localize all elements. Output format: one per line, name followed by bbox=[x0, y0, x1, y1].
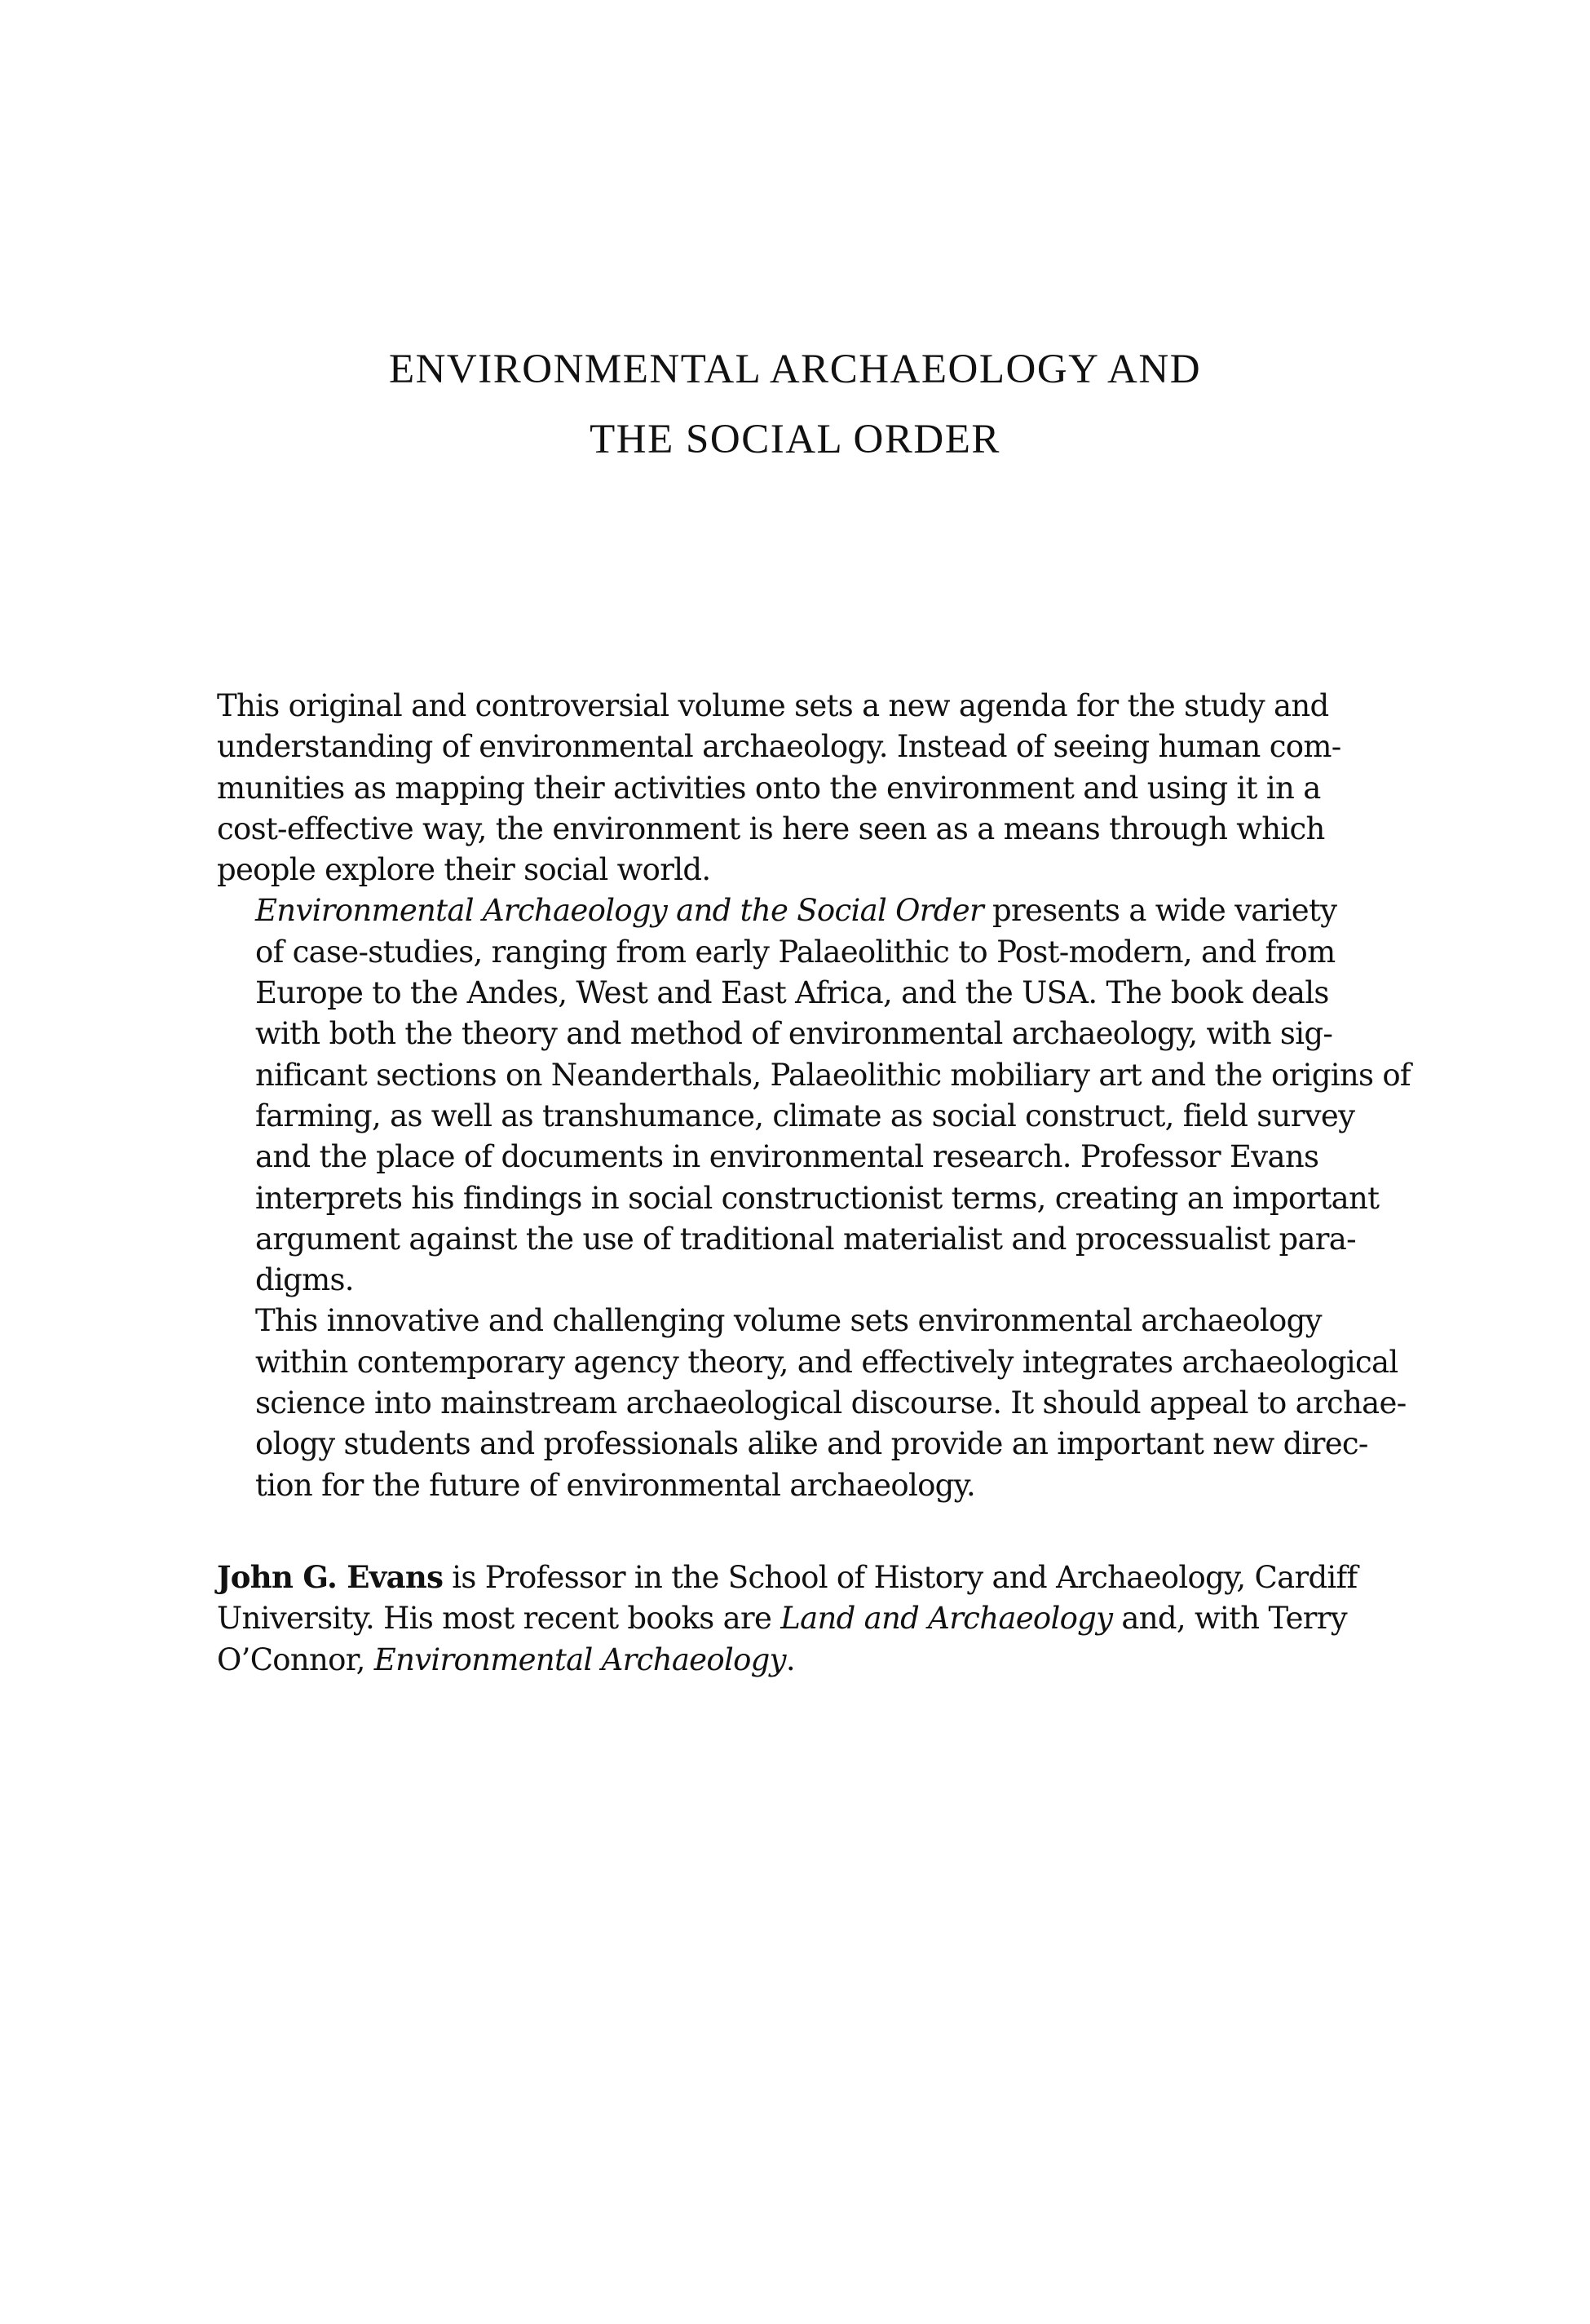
description-paragraph-3 bbox=[217, 1301, 1407, 1505]
text-line: interprets his findings in social constructionist terms, creating an important bbox=[255, 1180, 1380, 1216]
author-bio bbox=[217, 1557, 1358, 1681]
text-line bbox=[217, 1640, 1310, 1681]
text-line: ology students and professionals alike and provide an important new direc- bbox=[255, 1426, 1368, 1462]
text-line: farming, as well as transhumance, climate as social construct, field survey bbox=[255, 1098, 1355, 1133]
text-line: nificant sections on Neanderthals, Palaeolithic mobiliary art and the origins of bbox=[255, 1057, 1411, 1093]
description-paragraph-1 bbox=[217, 686, 1341, 890]
text-fragment: presents a wide variety bbox=[983, 893, 1337, 929]
text-line bbox=[217, 1557, 1358, 1598]
text-line: argument against the use of traditional materialist and processualist para- bbox=[255, 1221, 1356, 1257]
text-line: understanding of environmental archaeology. Instead of seeing human com- bbox=[217, 729, 1341, 765]
text-fragment: O’Connor, bbox=[217, 1641, 374, 1677]
title-line-2: THE SOCIAL ORDER bbox=[590, 417, 1000, 462]
text-fragment: is Professor in the School of History and Archaeology, Cardiff bbox=[443, 1560, 1358, 1595]
text-line bbox=[217, 890, 1337, 931]
text-line: tion for the future of environmental archaeology. bbox=[255, 1467, 976, 1503]
text-line: with both the theory and method of environmental archaeology, with sig- bbox=[255, 1016, 1333, 1052]
text-line: Europe to the Andes, West and East Africa, and the USA. The book deals bbox=[255, 975, 1329, 1011]
text-fragment: . bbox=[785, 1641, 795, 1677]
text-line: This original and controversial volume sets a new agenda for the study and bbox=[217, 688, 1329, 723]
text-line: and the place of documents in environmental research. Professor Evans bbox=[255, 1139, 1319, 1175]
text-line: within contemporary agency theory, and effectively integrates archaeological bbox=[255, 1344, 1398, 1380]
page-title bbox=[0, 334, 1590, 475]
text-line: digms. bbox=[255, 1262, 354, 1298]
text-line: people explore their social world. bbox=[217, 852, 711, 888]
text-line bbox=[217, 1598, 1347, 1639]
book-description bbox=[217, 686, 1411, 1506]
text-fragment: University. His most recent books are bbox=[217, 1601, 781, 1637]
title-line-1: ENVIRONMENTAL ARCHAEOLOGY AND bbox=[388, 347, 1202, 392]
text-line: munities as mapping their activities onto the environment and using it in a bbox=[217, 770, 1321, 806]
text-line: science into mainstream archaeological discourse. It should appeal to archae- bbox=[255, 1385, 1407, 1421]
text-line: cost-effective way, the environment is here seen as a means through which bbox=[217, 811, 1325, 846]
text-fragment: and, with Terry bbox=[1112, 1601, 1347, 1637]
text-line: of case-studies, ranging from early Palaeolithic to Post-modern, and from bbox=[255, 934, 1336, 970]
book-title-italic: Environmental Archaeology bbox=[373, 1641, 786, 1677]
book-title-italic: Environmental Archaeology and the Social Order bbox=[255, 893, 983, 929]
text-line: This innovative and challenging volume sets environmental archaeology bbox=[255, 1303, 1322, 1339]
author-bio-paragraph bbox=[217, 1557, 1358, 1681]
book-title-italic: Land and Archaeology bbox=[780, 1601, 1113, 1637]
author-name: John G. Evans bbox=[217, 1559, 444, 1595]
description-paragraph-2 bbox=[217, 890, 1411, 1301]
